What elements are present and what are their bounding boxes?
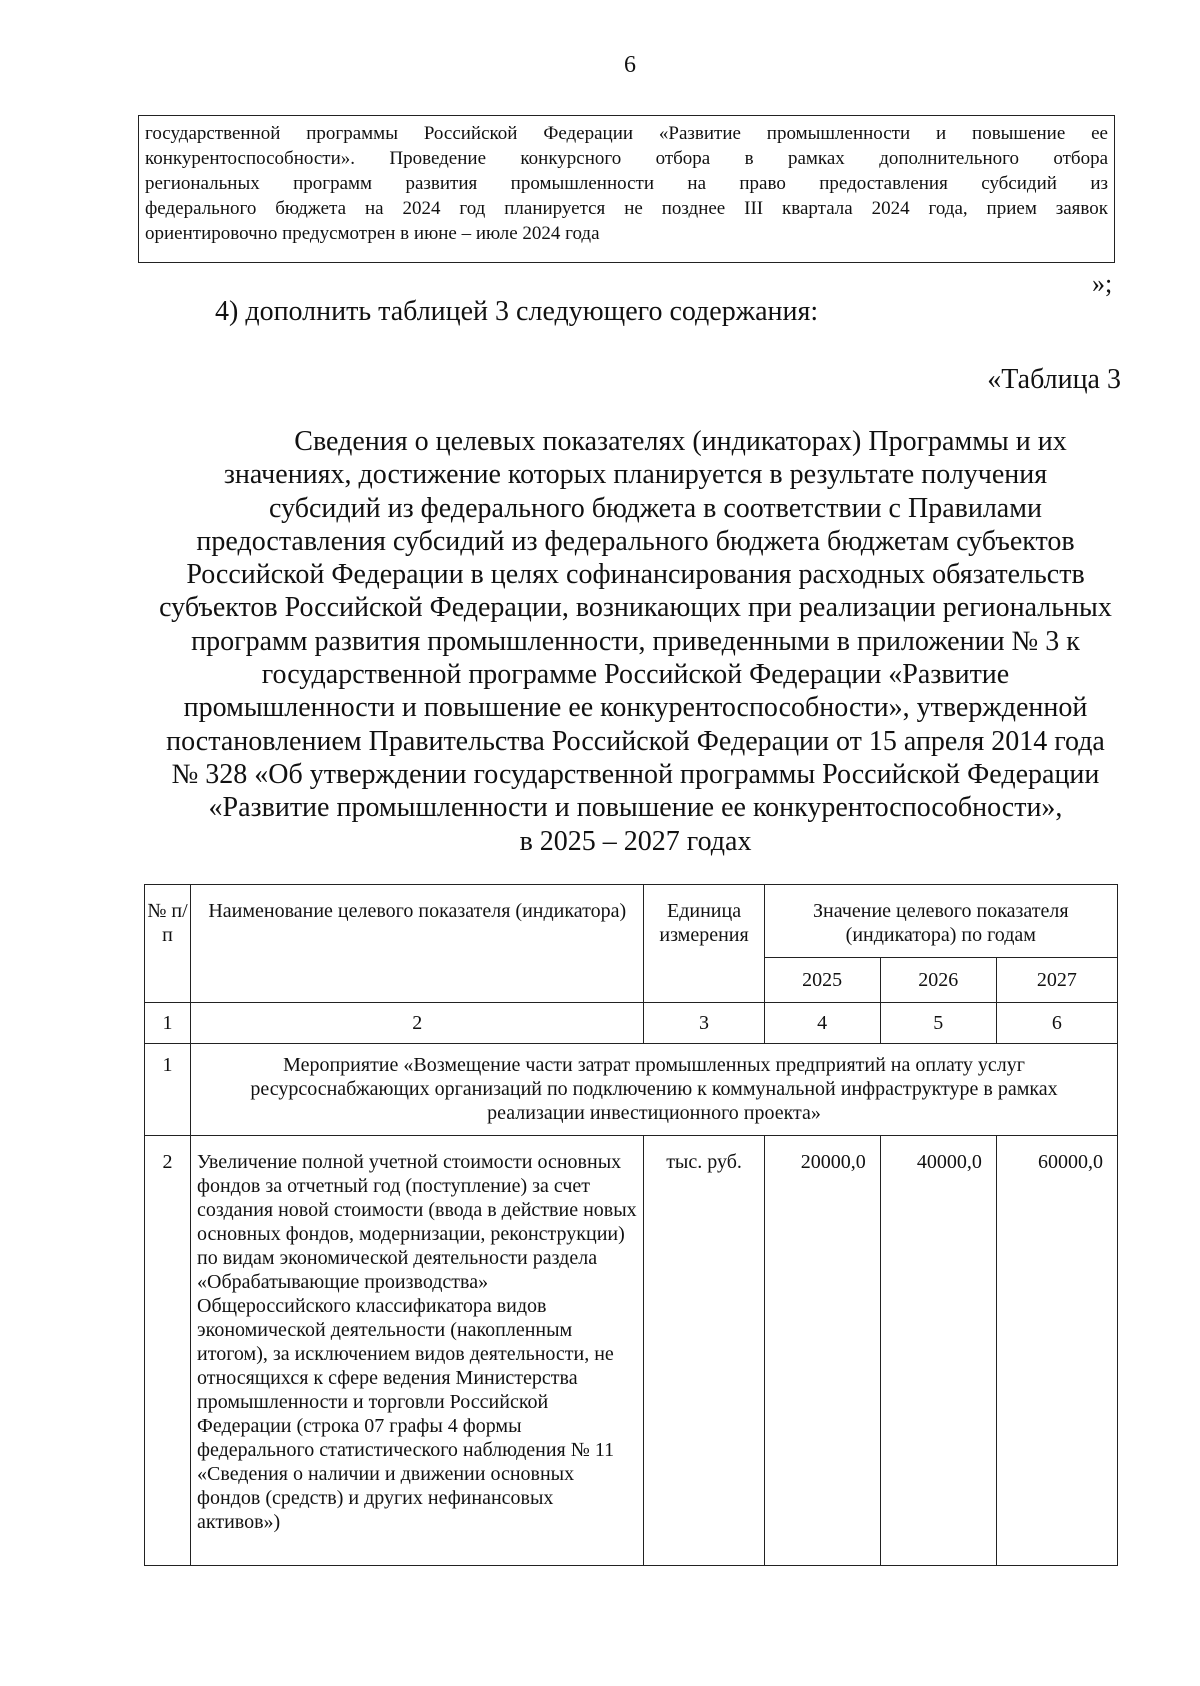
box-text-line: федерального бюджета на 2024 год планируется не позднее III квартала 2024 года, прием заявок [145,198,1108,219]
indicator-value-2027: 60000,0 [996,1136,1117,1566]
table-row [145,1136,1118,1566]
column-index: 4 [764,1003,880,1044]
header-unit: Единица измерения [644,885,764,1003]
heading-line: «Развитие промышленности и повышение ее конкурентоспособности», [208,792,1063,824]
amendment-item-4: 4) дополнить таблицей 3 следующего содержания: [215,296,819,327]
header-num: № п/п [145,885,191,1003]
column-index: 1 [145,1003,191,1044]
boxed-continuation-text [138,115,1115,263]
heading-line: субъектов Российской Федерации, возникающих при реализации региональных [159,592,1112,624]
column-index: 6 [996,1003,1117,1044]
table-header-row [145,885,1118,958]
heading-line: программ развития промышленности, приведенными в приложении № 3 к [191,625,1080,657]
indicators-table [144,884,1118,1566]
heading-line: Сведения о целевых показателях (индикаторах) Программы и их [294,426,1067,457]
table-index-row [145,1003,1118,1044]
header-values: Значение целевого показателя (индикатора) по годам [764,885,1117,958]
indicator-unit: тыс. руб. [644,1136,764,1566]
heading-line: предоставления субсидий из федерального бюджета бюджетам субъектов [196,525,1075,557]
heading-line: промышленности и повышение ее конкурентоспособности», утвержденной [183,692,1088,724]
heading-line: постановлением Правительства Российской Федерации от 15 апреля 2014 года [166,725,1105,757]
column-index: 5 [880,1003,996,1044]
column-index: 2 [191,1003,644,1044]
table-label: «Таблица 3 [987,364,1121,395]
header-year: 2027 [996,958,1117,1003]
header-year: 2025 [764,958,880,1003]
event-description: Мероприятие «Возмещение части затрат промышленных предприятий на оплату услуг ресурсоснабжающих организаций по подключению к коммунальной инфраструктуре в рамках реализации инвестиционного проекта» [191,1044,1118,1136]
indicator-value-2026: 40000,0 [880,1136,996,1566]
column-index: 3 [644,1003,764,1044]
heading-line: Российской Федерации в целях софинансирования расходных обязательств [186,559,1085,591]
page-number: 6 [624,52,636,78]
box-text-line: конкурентоспособности». Проведение конкурсного отбора в рамках дополнительного отбора [145,148,1108,169]
heading-line: субсидий из федерального бюджета в соответствии с Правилами [269,492,1042,524]
header-name: Наименование целевого показателя (индикатора) [191,885,644,1003]
indicator-name: Увеличение полной учетной стоимости основных фондов за отчетный год (поступление) за счет создания новой стоимости (ввода в действие новых основных фондов, модернизации, реконструкции) по видам экономической деятельности раздела «Обрабатывающие производства» Общероссийского классификатора видов экономической деятельности (накопленным итогом), за исключением видов деятельности, не относящихся к сфере ведения Министерства промышленности и торговли Российской Федерации (строка 07 графы 4 формы федерального статистического наблюдения № 11 «Сведения о наличии и движении основных фондов (средств) и других нефинансовых активов») [191,1136,644,1566]
indicator-value-2025: 20000,0 [764,1136,880,1566]
table-heading [0,425,1200,858]
header-year: 2026 [880,958,996,1003]
row-number: 2 [145,1136,191,1566]
heading-line: в 2025 – 2027 годах [519,825,752,857]
heading-line: № 328 «Об утверждении государственной программы Российской Федерации [171,758,1100,790]
row-number: 1 [145,1044,191,1136]
table-row [145,1044,1118,1136]
box-text-line: региональных программ развития промышленности на право предоставления субсидий из [145,173,1108,194]
closing-quote: »; [1092,269,1113,298]
heading-line: значениях, достижение которых планируется в результате получения [223,459,1048,491]
box-text-line: государственной программы Российской Федерации «Развитие промышленности и повышение ее [145,123,1108,144]
heading-line: государственной программе Российской Федерации «Развитие [261,659,1010,691]
box-text-line: ориентировочно предусмотрен в июне – июле 2024 года [145,223,600,244]
